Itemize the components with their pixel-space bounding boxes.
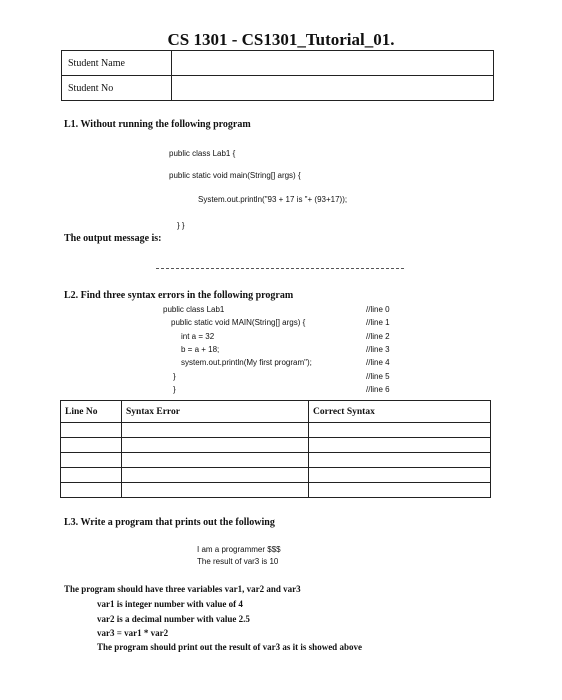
table-row [61, 423, 491, 438]
expected-output-line: I am a programmer $$$ [197, 545, 281, 554]
table-header-row [61, 401, 491, 423]
table-row [61, 438, 491, 453]
line-no-cell[interactable] [61, 423, 122, 438]
student-info-table [61, 50, 494, 101]
q2-code-line: } [173, 372, 176, 381]
output-label: The output message is: [64, 233, 162, 244]
table-row [61, 483, 491, 498]
q2-code-line: public class Lab1 [163, 305, 225, 314]
requirement-line: The program should print out the result of var3 as it is showed above [97, 642, 362, 652]
syntax-error-table [60, 400, 491, 498]
q1-code-line: public static void main(String[] args) { [169, 171, 301, 180]
correct-syntax-cell[interactable] [309, 423, 491, 438]
requirement-line: var3 = var1 * var2 [97, 628, 169, 638]
line-comment: //line 0 [366, 305, 390, 314]
expected-output-line: The result of var3 is 10 [197, 557, 279, 566]
table-row [61, 468, 491, 483]
table-row [61, 453, 491, 468]
q2-code-line: b = a + 18; [181, 345, 220, 354]
q2-code-line: system.out.println(My first program"); [181, 358, 312, 367]
q2-code-line: int a = 32 [181, 332, 215, 341]
student-no-label: Student No [62, 76, 172, 101]
col-header-line-no: Line No [61, 401, 122, 423]
syntax-error-cell[interactable] [122, 438, 309, 453]
line-no-cell[interactable] [61, 438, 122, 453]
syntax-error-cell[interactable] [122, 468, 309, 483]
q1-code-line: System.out.println("93 + 17 is "+ (93+17)); [198, 195, 348, 204]
student-name-label: Student Name [62, 51, 172, 76]
requirement-line: var1 is integer number with value of 4 [97, 599, 243, 609]
col-header-correct-syntax: Correct Syntax [309, 401, 491, 423]
syntax-error-cell[interactable] [122, 483, 309, 498]
student-name-field[interactable] [172, 51, 494, 76]
line-comment: //line 3 [366, 345, 390, 354]
student-no-field[interactable] [172, 76, 494, 101]
line-comment: //line 1 [366, 318, 390, 327]
student-no-row [62, 76, 494, 101]
student-name-row [62, 51, 494, 76]
q2-code-line: public static void MAIN(String[] args) { [171, 318, 306, 327]
line-comment: //line 5 [366, 372, 390, 381]
syntax-error-cell[interactable] [122, 453, 309, 468]
correct-syntax-cell[interactable] [309, 468, 491, 483]
col-header-syntax-error: Syntax Error [122, 401, 309, 423]
q2-heading: L2. Find three syntax errors in the following program [64, 290, 294, 301]
correct-syntax-cell[interactable] [309, 483, 491, 498]
line-no-cell[interactable] [61, 468, 122, 483]
q1-code-line: } } [177, 221, 185, 230]
line-comment: //line 6 [366, 385, 390, 394]
correct-syntax-cell[interactable] [309, 453, 491, 468]
requirement-line: The program should have three variables var1, var2 and var3 [64, 584, 301, 594]
syntax-error-cell[interactable] [122, 423, 309, 438]
requirement-line: var2 is a decimal number with value 2.5 [97, 614, 250, 624]
line-no-cell[interactable] [61, 483, 122, 498]
correct-syntax-cell[interactable] [309, 438, 491, 453]
q1-heading: L1. Without running the following program [64, 119, 251, 130]
page-title: CS 1301 - CS1301_Tutorial_01. [167, 30, 395, 49]
q3-heading: L3. Write a program that prints out the following [64, 517, 275, 528]
line-comment: //line 2 [366, 332, 390, 341]
q1-code-line: public class Lab1 { [169, 149, 236, 158]
line-no-cell[interactable] [61, 453, 122, 468]
answer-dashed-line [156, 268, 404, 269]
q2-code-line: } [173, 385, 176, 394]
line-comment: //line 4 [366, 358, 390, 367]
